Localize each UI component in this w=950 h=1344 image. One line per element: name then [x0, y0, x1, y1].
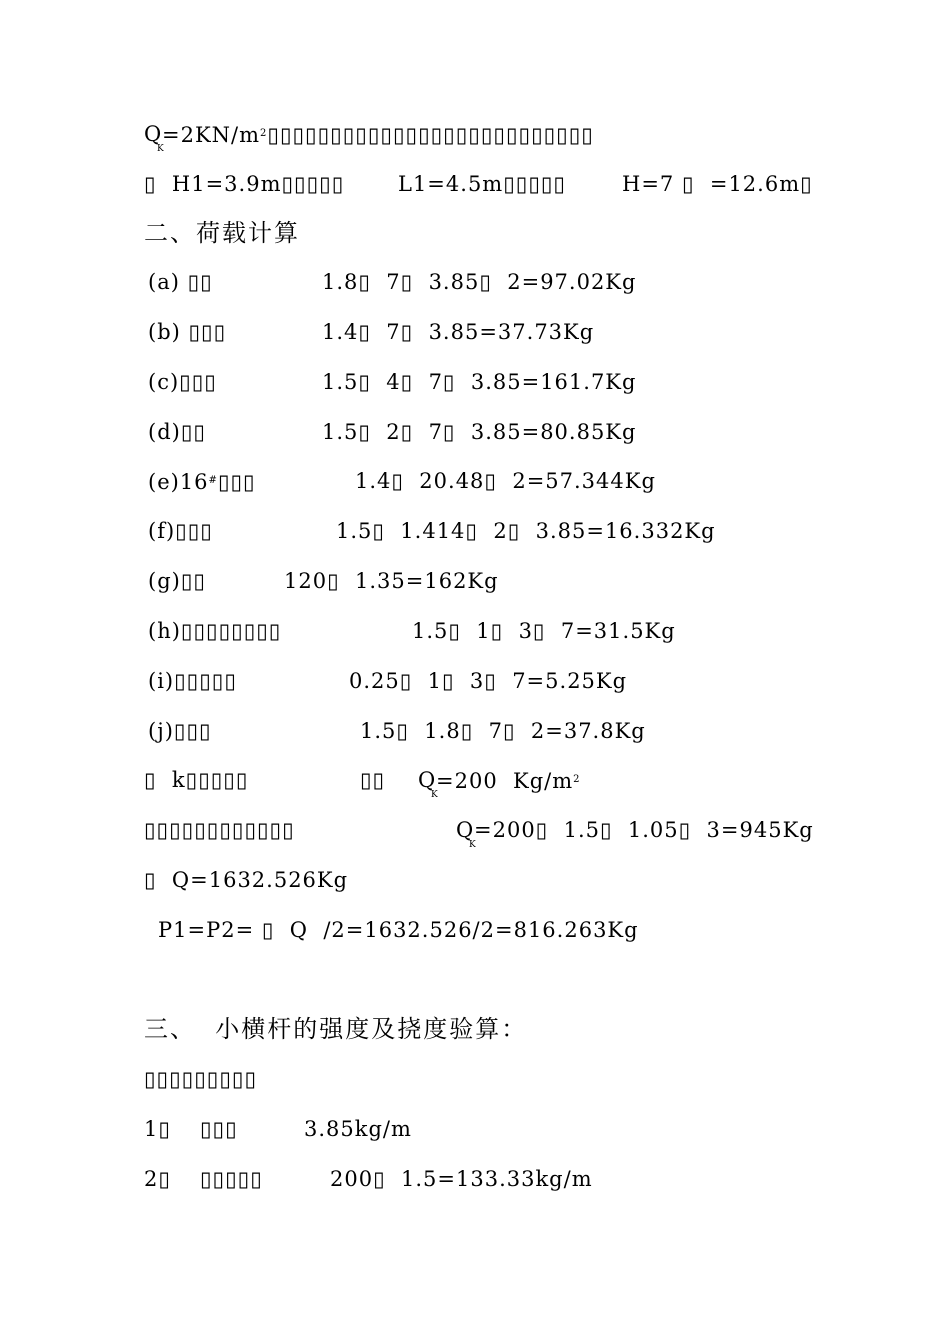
load-item-formula: 1.5▯ 2▯ 7▯ 3.85=80.85Kg [322, 420, 637, 444]
load-item-label: (j)▯▯▯ [148, 719, 212, 743]
load-item-label: (i)▯▯▯▯▯ [148, 669, 237, 693]
load-item-formula: 1.8▯ 7▯ 3.85▯ 2=97.02Kg [322, 270, 637, 294]
list-item-value: 3.85kg/m [304, 1117, 412, 1141]
load-item-formula: =200 $Kg/m^2$ [436, 769, 581, 793]
section-heading-crossbar: 三、 小横杆的强度及挠度验算： [144, 1015, 528, 1043]
total-load: ▯ Q=1632.526Kg [144, 868, 349, 892]
load-item-label: (f)▯▯▯ [148, 519, 213, 543]
load-item-label: ▯▯▯▯▯▯▯▯▯▯▯▯ [144, 818, 295, 842]
section-heading-load: 二、荷载计算 [144, 219, 300, 247]
load-item-formula: 120▯ 1.35=162Kg [284, 569, 499, 593]
section-intro: ▯▯▯▯▯▯▯▯▯ [144, 1067, 258, 1091]
load-item-formula: 1.4▯ 7▯ 3.85=37.73Kg [322, 320, 595, 344]
load-item-label: (h)▯▯▯▯▯▯▯▯ [148, 619, 282, 643]
list-item-value: 200▯ 1.5=133.33kg/m [330, 1167, 593, 1191]
qk-symbol: Q [144, 122, 163, 146]
load-item-formula: 1.4▯ 20.48▯ 2=57.344Kg [355, 469, 656, 493]
load-item-formula: 1.5▯ 1.8▯ 7▯ 2=37.8Kg [360, 719, 646, 743]
load-item-mid: ▯▯ [360, 768, 386, 792]
qk-symbol: Q [456, 818, 475, 842]
l1-text: L1=4.5m▯▯▯▯▯ [398, 172, 566, 196]
list-item-2 [0, 1166, 593, 1270]
list-item-number: 2▯ [144, 1167, 171, 1191]
load-item-formula: 0.25▯ 1▯ 3▯ 7=5.25Kg [349, 669, 628, 693]
load-item-formula: 1.5▯ 1.414▯ 2▯ 3.85=16.332Kg [336, 519, 716, 543]
load-item-formula: =200▯ 1.5▯ 1.05▯ 3=945Kg [474, 818, 814, 842]
list-item-name: ▯▯▯▯▯ [200, 1167, 263, 1191]
list-item-number: 1▯ [144, 1117, 171, 1141]
load-item-formula: 1.5▯ 4▯ 7▯ 3.85=161.7Kg [322, 370, 637, 394]
qk-subscript: K [431, 790, 439, 800]
load-item-label: (e)16#▯▯▯ [148, 470, 256, 494]
list-item-name: ▯▯▯ [200, 1117, 238, 1141]
load-item-label: (c)▯▯▯ [148, 370, 217, 394]
load-item-label: (g)▯▯ [148, 569, 206, 593]
h-total-text: H=7 ▯ =12.6m▯ [622, 172, 813, 196]
qk-value: $=2KN/m^2▯▯▯▯▯▯▯▯▯▯▯▯▯▯▯▯▯▯▯▯▯▯▯▯▯▯$ [162, 123, 594, 147]
load-item-label: (a) ▯▯ [148, 270, 213, 294]
qk-subscript: K [157, 144, 165, 154]
load-item-label: ▯ k▯▯▯▯▯ [144, 768, 249, 792]
qk-symbol: Q [418, 768, 437, 792]
point-load-line: P1=P2= ▯ Q /2=1632.526/2=816.263Kg [158, 918, 639, 942]
load-item-formula: 1.5▯ 1▯ 3▯ 7=31.5Kg [412, 619, 676, 643]
qk-subscript: K [469, 840, 477, 850]
load-item-label: (b) ▯▯▯ [148, 320, 227, 344]
load-item-label: (d)▯▯ [148, 420, 206, 444]
h1-text: ▯ H1=3.9m▯▯▯▯▯ [144, 172, 345, 196]
